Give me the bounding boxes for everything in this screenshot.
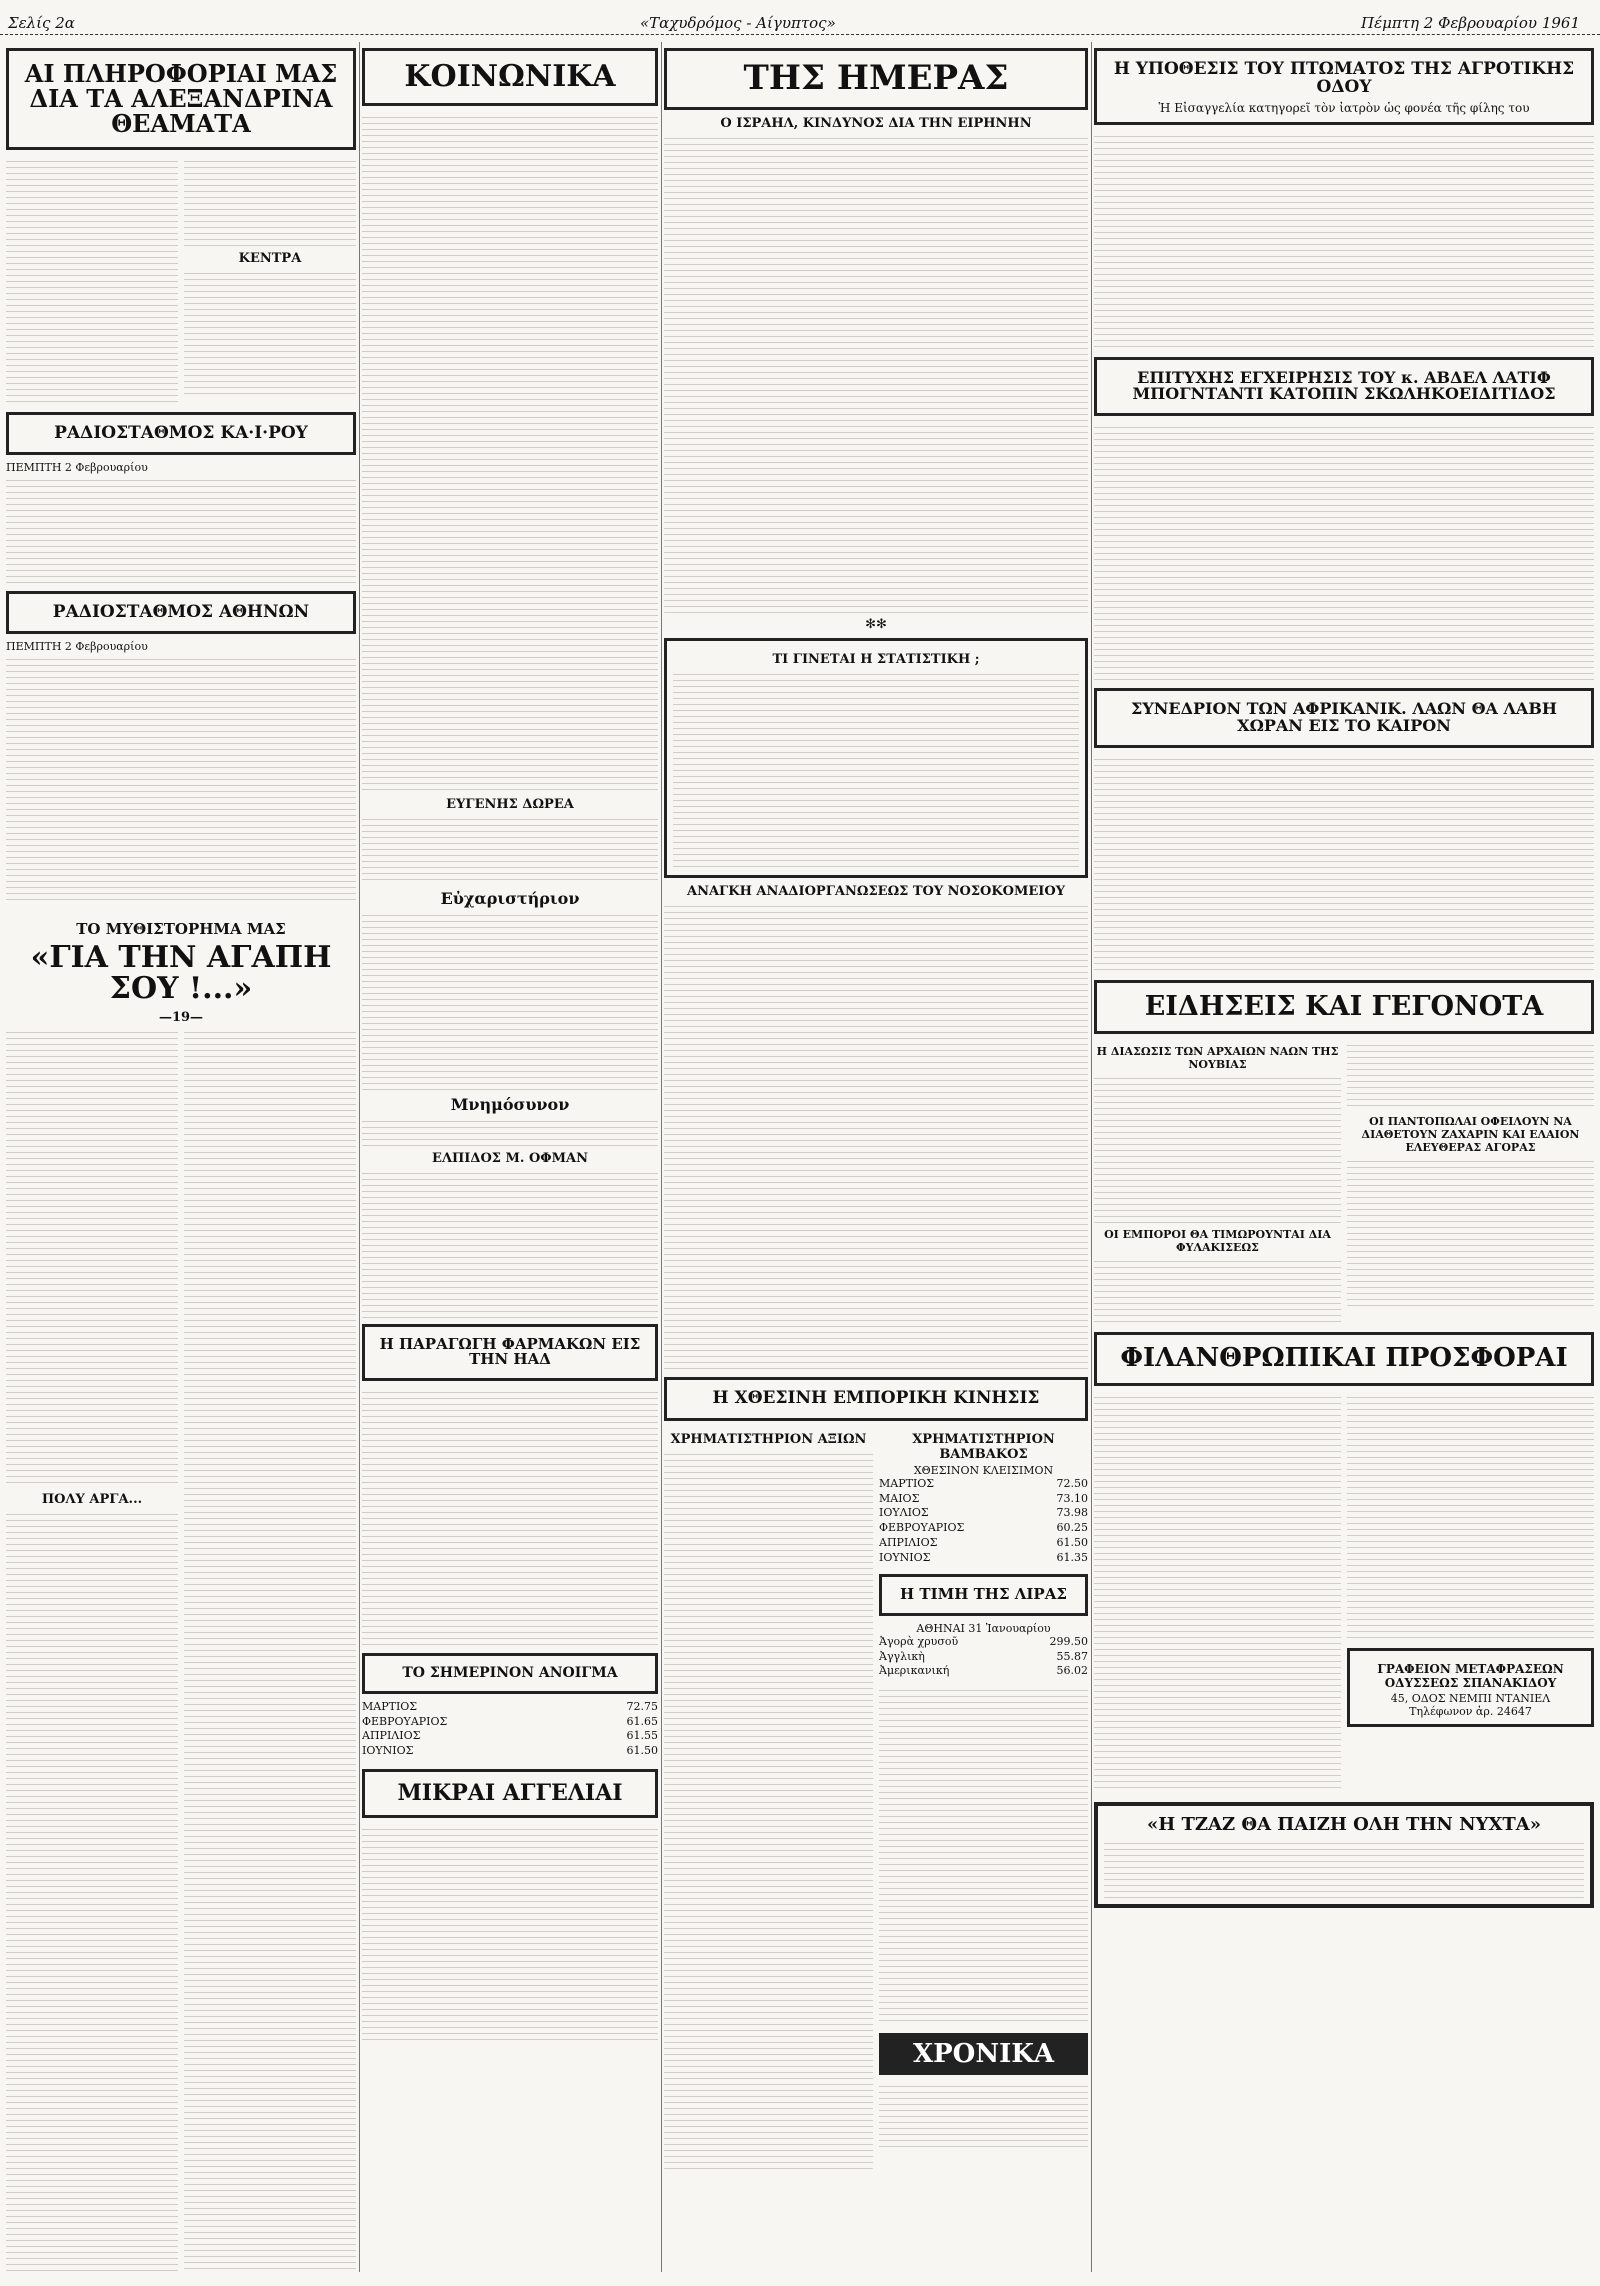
conference-title: ΣΥΝΕΔΡΙΟΝ ΤΩΝ ΑΦΡΙΚΑΝΙΚ. ΛΑΩΝ ΘΑ ΛΑΒΗ ΧΩΡΑΝ ΕΙΣ ΤΟ ΚΑΙΡΟΝ xyxy=(1131,699,1557,736)
price-label: Ἀγγλικὴ xyxy=(879,1649,925,1663)
translations-title: ΓΡΑΦΕΙΟΝ ΜΕΤΑΦΡΑΣΕΩΝ ΟΔΥΣΣΕΩΣ ΣΠΑΝΑΚΙΔΟΥ xyxy=(1377,1661,1564,1690)
news-heading: ΟΙ ΠΑΝΤΟΠΩΛΑΙ ΟΦΕΙΛΟΥΝ ΝΑ ΔΙΑΘΕΤΟΥΝ ΖΑΧΑΡΙΝ ΚΑΙ ΕΛΑΙΟΝ ΕΛΕΥΘΕΡΑΣ ΑΓΟΡΑΣ xyxy=(1361,1115,1580,1155)
price-label: ΙΟΥΝΙΟΣ xyxy=(362,1744,414,1758)
donation-title: ΕΥΓΕΝΗΣ ΔΩΡΕΑ xyxy=(446,796,574,812)
price-label: ΙΟΥΝΙΟΣ xyxy=(879,1550,931,1564)
column-divider xyxy=(359,42,360,2272)
price-label: ΦΕΒΡΟΥΑΡΙΟΣ xyxy=(879,1521,965,1535)
column-divider xyxy=(661,42,662,2272)
film-title: «Η ΤΖΑΖ ΘΑ ΠΑΙΖΗ ΟΛΗ ΤΗΝ ΝΥΧΤΑ» xyxy=(1146,1813,1542,1835)
header-rule xyxy=(0,34,1600,35)
article-title: Ο ΙΣΡΑΗΛ, ΚΙΝΔΥΝΟΣ ΔΙΑ ΤΗΝ ΕΙΡΗΝΗΝ xyxy=(720,115,1032,131)
price-value: 72.50 xyxy=(1056,1476,1088,1490)
market-table xyxy=(879,1685,1088,2025)
price-label: Ἀγορὰ χρυσοῦ xyxy=(879,1634,959,1648)
ads-title: ΜΙΚΡΑΙ ΑΓΓΕΛΙΑΙ xyxy=(397,1780,623,1807)
radio-cairo-box xyxy=(6,412,356,456)
radio-cairo-title: ΡΑΔΙΟΣΤΑΘΜΟΣ ΚΑ·Ι·ΡΟΥ xyxy=(54,422,308,443)
price-value: 72.75 xyxy=(626,1699,658,1713)
novel-title: «ΓΙΑ ΤΗΝ ΑΓΑΠΗ ΣΟΥ !...» xyxy=(30,939,332,1007)
price-value: 61.65 xyxy=(626,1714,658,1728)
listing-block xyxy=(184,156,356,246)
price-value: 73.10 xyxy=(1056,1491,1088,1505)
price-row xyxy=(879,1477,1088,1492)
trial-title: Η ΥΠΟΘΕΣΙΣ ΤΟΥ ΠΤΩΜΑΤΟΣ ΤΗΣ ΑΓΡΟΤΙΚΗΣ ΟΔΟΥ xyxy=(1113,59,1575,97)
novel-part: —19— xyxy=(158,1009,204,1025)
memorial-text xyxy=(362,1168,658,1318)
thanks-text xyxy=(362,910,658,1090)
charity-title: ΦΙΛΑΝΘΡΩΠΙΚΑΙ ΠΡΟΣΦΟΡΑΙ xyxy=(1120,1343,1568,1374)
price-label: ΜΑΡΤΙΟΣ xyxy=(362,1699,418,1713)
price-value: 55.87 xyxy=(1056,1649,1088,1663)
price-label: ΜΑΙΟΣ xyxy=(879,1491,920,1505)
radio-athens-box xyxy=(6,591,356,635)
news-heading: ΟΙ ΕΜΠΟΡΟΙ ΘΑ ΤΙΜΩΡΟΥΝΤΑΙ ΔΙΑ ΦΥΛΑΚΙΣΕΩΣ xyxy=(1104,1228,1331,1255)
price-row xyxy=(879,1506,1088,1521)
theatres-headline: ΑΙ ΠΛΗΡΟΦΟΡΙΑΙ ΜΑΣ ΔΙΑ ΤΑ ΑΛΕΞΑΝΔΡΙΝΑ ΘΕΑΜΑΤΑ xyxy=(24,59,338,139)
radio-athens-date: ΠΕΜΠΤΗ 2 Φεβρουαρίου xyxy=(6,640,148,654)
price-row xyxy=(879,1536,1088,1551)
conference-text xyxy=(1094,754,1594,974)
social-title: ΚΟΙΝΩΝΙΚΑ xyxy=(404,59,616,94)
cotton-prices xyxy=(879,1477,1088,1566)
article-text xyxy=(664,901,1088,1371)
memorial-title: Μνημόσυνον xyxy=(450,1094,570,1114)
surgery-text xyxy=(1094,422,1594,682)
radio-cairo-schedule xyxy=(6,475,356,585)
memorial-name: ΕΛΠΙΔΟΣ Μ. ΟΦΜΑΝ xyxy=(432,1150,588,1166)
translations-phone: Τηλέφωνον ἀρ. 24647 xyxy=(1409,1704,1532,1718)
novel-text xyxy=(6,1027,178,1487)
price-row xyxy=(879,1521,1088,1536)
price-value: 60.25 xyxy=(1056,1521,1088,1535)
column-3 xyxy=(664,42,1088,2272)
article-text xyxy=(664,133,1088,613)
statistics-text xyxy=(673,669,1079,869)
page-number: Σελίς 2α xyxy=(8,14,75,32)
newspaper-name: «Ταχυδρόμος - Αίγυπτος» xyxy=(640,14,836,32)
pound-prices xyxy=(879,1635,1088,1680)
article-title: ΑΝΑΓΚΗ ΑΝΑΔΙΟΡΓΑΝΩΣΕΩΣ ΤΟΥ ΝΟΣΟΚΟΜΕΙΟΥ xyxy=(686,883,1065,899)
column-divider xyxy=(1091,42,1092,2272)
cotton-exchange-title: ΧΡΗΜΑΤΙΣΤΗΡΙΟΝ ΒΑΜΒΑΚΟΣ xyxy=(912,1431,1055,1462)
price-row xyxy=(362,1729,658,1744)
charity-text xyxy=(1347,1392,1594,1642)
social-text xyxy=(362,112,658,792)
charity-text xyxy=(1094,1392,1341,1792)
price-row xyxy=(362,1744,658,1759)
opening-prices xyxy=(362,1700,658,1759)
novel-subhead: ΠΟΛΥ ΑΡΓΑ... xyxy=(41,1491,143,1507)
section-separator: ✻✻ xyxy=(865,616,887,632)
stock-exchange-title: ΧΡΗΜΑΤΙΣΤΗΡΙΟΝ ΑΞΙΩΝ xyxy=(670,1431,867,1447)
memorial-text xyxy=(362,1116,658,1146)
price-label: ΑΠΡΙΛΙΟΣ xyxy=(879,1536,938,1550)
novel-text xyxy=(6,1509,178,2272)
market-title: Η ΧΘΕΣΙΝΗ ΕΜΠΟΡΙΚΗ ΚΙΝΗΣΙΣ xyxy=(712,1387,1040,1408)
price-label: ΜΑΡΤΙΟΣ xyxy=(879,1476,935,1490)
price-value: 299.50 xyxy=(1049,1634,1088,1648)
thanks-title: Εὐχαριστήριον xyxy=(440,888,580,908)
kentra-heading: ΚΕΝΤΡΑ xyxy=(238,250,302,266)
novel-text xyxy=(184,1027,356,2272)
price-label: Ἀμερικανική xyxy=(879,1664,950,1678)
radio-athens-schedule xyxy=(6,654,356,904)
donation-text xyxy=(362,814,658,884)
price-row xyxy=(879,1635,1088,1650)
opening-title: ΤΟ ΣΗΜΕΡΙΝΟΝ ΑΝΟΙΓΜΑ xyxy=(402,1665,618,1681)
price-value: 61.50 xyxy=(1056,1536,1088,1550)
pound-subtitle: ΑΘΗΝΑΙ 31 Ἰανουαρίου xyxy=(916,1621,1051,1635)
trial-subtitle: Ἡ Εἰσαγγελία κατηγορεῖ τὸν ἰατρὸν ὡς φονέα τῆς φίλης του xyxy=(1158,100,1530,115)
theatre-listings xyxy=(6,156,356,406)
trial-text xyxy=(1094,131,1594,351)
price-row xyxy=(879,1664,1088,1679)
column-4 xyxy=(1094,42,1594,2272)
price-value: 61.55 xyxy=(626,1729,658,1743)
news-text xyxy=(1094,1256,1341,1326)
price-value: 61.35 xyxy=(1056,1550,1088,1564)
pharma-text xyxy=(362,1387,658,1647)
radio-athens-title: ΡΑΔΙΟΣΤΑΘΜΟΣ ΑΘΗΝΩΝ xyxy=(52,601,310,622)
chronika-text xyxy=(879,2081,1088,2151)
issue-date: Πέμπτη 2 Φεβρουαρίου 1961 xyxy=(1360,14,1580,32)
price-row xyxy=(879,1650,1088,1665)
news-heading: Η ΔΙΑΣΩΣΙΣ ΤΩΝ ΑΡΧΑΙΩΝ ΝΑΩΝ ΤΗΣ ΝΟΥΒΙΑΣ xyxy=(1096,1045,1339,1072)
ads-text xyxy=(362,1824,658,2044)
news-text xyxy=(1094,1073,1341,1223)
cotton-subtitle: ΧΘΕΣΙΝΟΝ ΚΛΕΙΣΙΜΟΝ xyxy=(913,1463,1054,1477)
price-row xyxy=(879,1492,1088,1507)
price-value: 73.98 xyxy=(1056,1506,1088,1520)
column-2 xyxy=(362,42,658,2272)
listing-block xyxy=(184,268,356,398)
price-row xyxy=(362,1715,658,1730)
theatres-box xyxy=(6,48,356,150)
statistics-title: ΤΙ ΓΙΝΕΤΑΙ Η ΣΤΑΤΙΣΤΙΚΗ ; xyxy=(772,651,980,667)
column-title: ΤΗΣ ΗΜΕΡΑΣ xyxy=(743,58,1009,98)
novel-label: ΤΟ ΜΥΘΙΣΤΟΡΗΜΑ ΜΑΣ xyxy=(76,919,286,938)
news-title: ΕΙΔΗΣΕΙΣ ΚΑΙ ΓΕΓΟΝΟΤΑ xyxy=(1144,990,1544,1022)
news-text xyxy=(1347,1156,1594,1306)
price-row xyxy=(362,1700,658,1715)
news-text xyxy=(1347,1040,1594,1110)
translations-address: 45, ΟΔΟΣ ΝΕΜΠΙ ΝΤΑΝΙΕΛ xyxy=(1390,1691,1551,1705)
price-label: ΙΟΥΛΙΟΣ xyxy=(879,1506,929,1520)
price-value: 56.02 xyxy=(1056,1664,1088,1678)
film-text xyxy=(1104,1838,1584,1898)
pharma-title: Η ΠΑΡΑΓΩΓΗ ΦΑΡΜΑΚΩΝ ΕΙΣ ΤΗΝ ΗΑΔ xyxy=(379,1334,641,1369)
listing-block xyxy=(6,156,178,406)
pound-title: Η ΤΙΜΗ ΤΗΣ ΛΙΡΑΣ xyxy=(900,1584,1067,1603)
price-label: ΦΕΒΡΟΥΑΡΙΟΣ xyxy=(362,1714,448,1728)
price-label: ΑΠΡΙΛΙΟΣ xyxy=(362,1729,421,1743)
column-1 xyxy=(6,42,356,2272)
price-row xyxy=(879,1551,1088,1566)
chronika-title: ΧΡΟΝΙΚΑ xyxy=(879,2033,1088,2075)
stock-table xyxy=(664,1449,873,2169)
surgery-title: ΕΠΙΤΥΧΗΣ ΕΓΧΕΙΡΗΣΙΣ ΤΟΥ κ. ΑΒΔΕΛ ΛΑΤΙΦ ΜΠΟΓΝΤΑΝΤΙ ΚΑΤΟΠΙΝ ΣΚΩΛΗΚΟΕΙΔΙΤΙΔΟΣ xyxy=(1132,367,1556,404)
page-header xyxy=(0,0,1600,38)
price-value: 61.50 xyxy=(626,1744,658,1758)
radio-cairo-date: ΠΕΜΠΤΗ 2 Φεβρουαρίου xyxy=(6,461,148,475)
